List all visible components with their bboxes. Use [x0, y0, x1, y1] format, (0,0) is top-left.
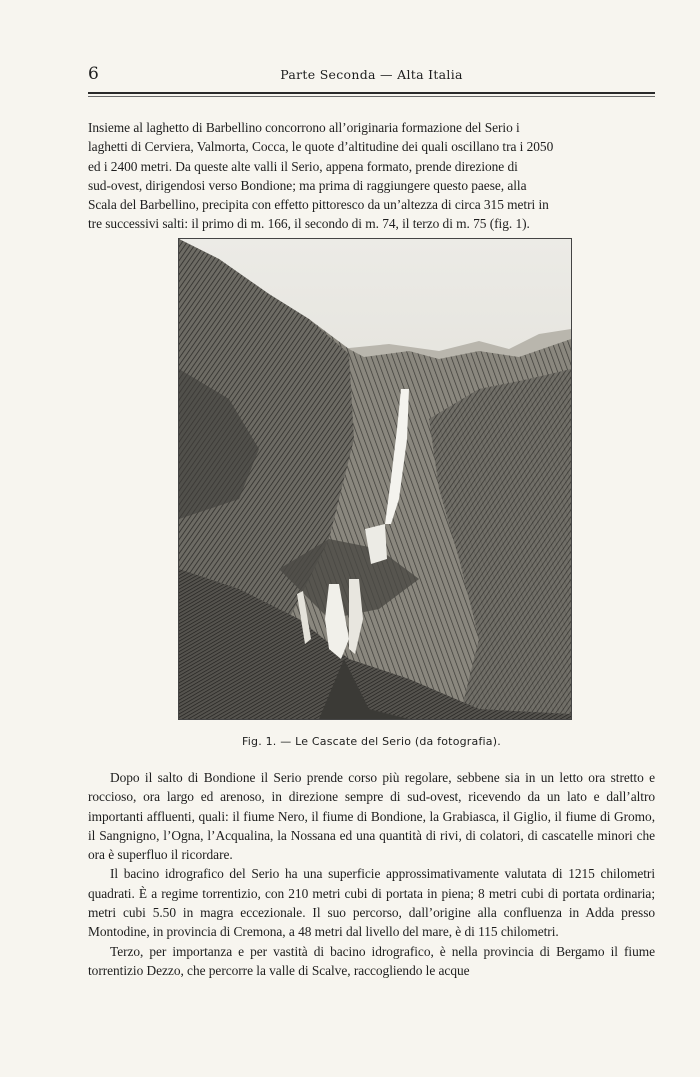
header-rule-thin: [88, 96, 655, 97]
text-line: Insieme al laghetto di Barbellino concorrono all’originaria formazione del Serio i: [88, 120, 520, 135]
figure-caption: Fig. 1. — Le Cascate del Serio (da fotografia).: [242, 735, 501, 748]
header-rule: [88, 92, 655, 94]
text-line: tre successivi salti: il primo di m. 166, il secondo di m. 74, il terzo di m. 75 (fig. 1).: [88, 216, 530, 232]
paragraph: Terzo, per importanza e per vastità di bacino idrografico, è nella provincia di Bergamo il fiume torrentizio Dezzo, che percorre la valle di Scalve, raccogliendo le acque: [88, 943, 655, 978]
text-line: sud-ovest, dirigendosi verso Bondione; ma prima di raggiungere questo paese, alla: [88, 177, 527, 193]
text-line: Scala del Barbellino, precipita con effetto pittoresco da un’altezza di circa 315 metri in: [88, 197, 549, 213]
paragraph: Dopo il salto di Bondione il Serio prende corso più regolare, sebbene sia in un letto ora stretto e roccioso, ora largo ed arenoso, in direzione sempre di sud-ovest, ricevendo da un lato e dall’altro importanti affluenti, quali: il fiume Nero, il fiume di Bondione, la Grabiasca, il Giglio, il fiume di Gromo, il Sangnigno, l’Ogna, l’Acqualina, la Nossana ed una quantità di rivi, di colatori, di cascatelle minori che ora è superfluo il ricordare.: [88, 770, 655, 863]
text-line: laghetti di Cerviera, Valmorta, Cocca, le quote d’altitudine dei quali oscillano tra i 2050: [88, 139, 554, 155]
text-line: ed i 2400 metri. Da queste alte valli il Serio, appena formato, prende direzione di: [88, 158, 518, 174]
paragraph: Il bacino idrografico del Serio ha una superficie approssimativamente valutata di 1215 chilometri quadrati. È a regime torrentizio, con 210 metri cubi di portata in piena; 8 metri cubi di portata ordinaria; metri cubi 5.50 in magra eccezionale. Il suo percorso, dall’origine alla confluenza in Adda presso Montodine, in provincia di Cremona, a 48 metri dal livello del mare, è di 115 chilometri.: [88, 866, 655, 940]
page-header: [88, 64, 655, 88]
page-number: 6: [88, 64, 100, 84]
body-text: [88, 768, 655, 980]
intro-paragraph: [88, 118, 655, 234]
running-head: Parte Seconda — Alta Italia: [280, 67, 463, 82]
waterfall-illustration: [179, 239, 571, 719]
waterfall-engraving: [178, 238, 572, 720]
